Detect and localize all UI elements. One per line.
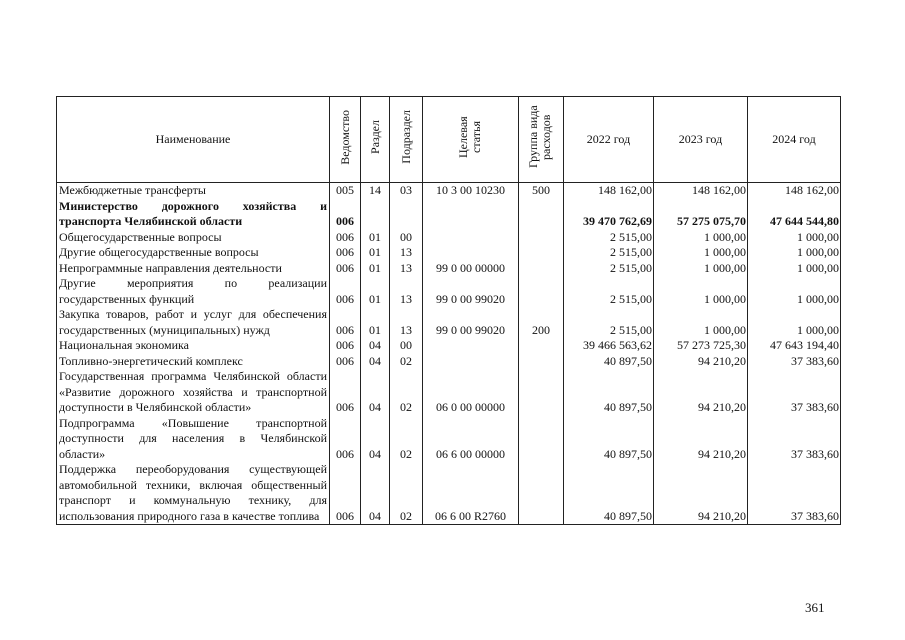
- cell-pod: 02: [390, 416, 423, 463]
- cell-y2023: 94 210,20: [654, 354, 748, 370]
- cell-name: Поддержка переоборудования существующей автомобильной техники, включая общественный транспорт и коммунальную технику, для использования природного газа в качестве топлива: [57, 462, 330, 525]
- cell-y2022: 2 515,00: [564, 261, 654, 277]
- header-name: [57, 97, 330, 183]
- cell-name: Межбюджетные трансферты: [57, 183, 330, 199]
- cell-name: Национальная экономика: [57, 338, 330, 354]
- cell-y2023: 94 210,20: [654, 369, 748, 416]
- table-row: [57, 245, 841, 261]
- header-2022: [564, 97, 654, 183]
- cell-y2024: 37 383,60: [748, 369, 841, 416]
- cell-y2024: 1 000,00: [748, 245, 841, 261]
- table-row: [57, 462, 841, 525]
- cell-raz: 04: [361, 338, 390, 354]
- cell-raz: 01: [361, 261, 390, 277]
- header-celevaya-label: Целевая статья: [455, 116, 483, 159]
- cell-pod: 13: [390, 261, 423, 277]
- header-name-label: Наименование: [155, 131, 231, 146]
- cell-raz: 04: [361, 369, 390, 416]
- table-row: [57, 230, 841, 246]
- cell-grp: [519, 276, 564, 307]
- cell-pod: 00: [390, 230, 423, 246]
- table-row: [57, 307, 841, 338]
- cell-pod: 13: [390, 276, 423, 307]
- table-row: [57, 276, 841, 307]
- cell-pod: 02: [390, 462, 423, 525]
- cell-pod: 13: [390, 245, 423, 261]
- cell-name: Другие общегосударственные вопросы: [57, 245, 330, 261]
- cell-y2022: 2 515,00: [564, 230, 654, 246]
- header-razdel: [361, 97, 390, 183]
- cell-pod: 03: [390, 183, 423, 199]
- cell-y2022: 2 515,00: [564, 276, 654, 307]
- cell-grp: [519, 338, 564, 354]
- header-2024: [748, 97, 841, 183]
- cell-ved: 006: [330, 462, 361, 525]
- cell-cel: [423, 338, 519, 354]
- table-row: [57, 369, 841, 416]
- cell-cel: 99 0 00 99020: [423, 276, 519, 307]
- cell-pod: 02: [390, 369, 423, 416]
- cell-y2023: 1 000,00: [654, 261, 748, 277]
- cell-ved: 006: [330, 354, 361, 370]
- cell-grp: 500: [519, 183, 564, 199]
- cell-raz: 01: [361, 245, 390, 261]
- table-row: [57, 261, 841, 277]
- table-row: [57, 416, 841, 463]
- cell-ved: 006: [330, 245, 361, 261]
- cell-cel: 10 3 00 10230: [423, 183, 519, 199]
- cell-ved: 006: [330, 230, 361, 246]
- cell-y2024: 1 000,00: [748, 261, 841, 277]
- cell-y2022: 39 466 563,62: [564, 338, 654, 354]
- cell-y2023: 94 210,20: [654, 462, 748, 525]
- cell-cel: 99 0 00 00000: [423, 261, 519, 277]
- cell-y2022: 2 515,00: [564, 307, 654, 338]
- cell-raz: 04: [361, 462, 390, 525]
- cell-grp: [519, 230, 564, 246]
- header-ved-label: Ведомство: [337, 109, 352, 165]
- cell-ved: 005: [330, 183, 361, 199]
- cell-cel: 06 6 00 R2760: [423, 462, 519, 525]
- cell-grp: [519, 354, 564, 370]
- table-row: [57, 199, 841, 230]
- cell-raz: 01: [361, 307, 390, 338]
- cell-cel: [423, 230, 519, 246]
- cell-y2024: 1 000,00: [748, 276, 841, 307]
- cell-y2022: 40 897,50: [564, 354, 654, 370]
- header-2023-label: 2023 год: [678, 131, 723, 146]
- cell-y2024: 37 383,60: [748, 462, 841, 525]
- cell-y2024: 1 000,00: [748, 230, 841, 246]
- cell-grp: [519, 261, 564, 277]
- cell-raz: [361, 199, 390, 230]
- cell-name: Другие мероприятия по реализации государственных функций: [57, 276, 330, 307]
- header-2023: [654, 97, 748, 183]
- cell-pod: [390, 199, 423, 230]
- cell-y2024: 47 644 544,80: [748, 199, 841, 230]
- cell-y2022: 40 897,50: [564, 462, 654, 525]
- cell-raz: 01: [361, 230, 390, 246]
- cell-grp: 200: [519, 307, 564, 338]
- cell-ved: 006: [330, 261, 361, 277]
- cell-name: Непрограммные направления деятельности: [57, 261, 330, 277]
- cell-cel: 06 6 00 00000: [423, 416, 519, 463]
- cell-cel: 99 0 00 99020: [423, 307, 519, 338]
- cell-y2024: 37 383,60: [748, 354, 841, 370]
- cell-raz: 14: [361, 183, 390, 199]
- cell-grp: [519, 416, 564, 463]
- cell-y2023: 148 162,00: [654, 183, 748, 199]
- cell-y2023: 1 000,00: [654, 245, 748, 261]
- header-podrazdel-label: Подраздел: [398, 110, 413, 165]
- cell-y2023: 57 273 725,30: [654, 338, 748, 354]
- cell-y2024: 47 643 194,40: [748, 338, 841, 354]
- cell-name: Топливно-энергетический комплекс: [57, 354, 330, 370]
- cell-y2024: 37 383,60: [748, 416, 841, 463]
- cell-name: Общегосударственные вопросы: [57, 230, 330, 246]
- cell-name: Министерство дорожного хозяйства и транспорта Челябинской области: [57, 199, 330, 230]
- cell-grp: [519, 245, 564, 261]
- table-row: [57, 354, 841, 370]
- cell-y2023: 57 275 075,70: [654, 199, 748, 230]
- cell-raz: 04: [361, 416, 390, 463]
- cell-name: Государственная программа Челябинской области «Развитие дорожного хозяйства и транспортной доступности в Челябинской области»: [57, 369, 330, 416]
- page-number: 361: [805, 600, 825, 615]
- cell-ved: 006: [330, 369, 361, 416]
- cell-cel: [423, 354, 519, 370]
- cell-grp: [519, 199, 564, 230]
- cell-y2022: 2 515,00: [564, 245, 654, 261]
- header-2024-label: 2024 год: [772, 131, 816, 146]
- cell-pod: 13: [390, 307, 423, 338]
- cell-ved: 006: [330, 416, 361, 463]
- cell-y2023: 94 210,20: [654, 416, 748, 463]
- cell-cel: 06 0 00 00000: [423, 369, 519, 416]
- cell-ved: 006: [330, 199, 361, 230]
- cell-name: Закупка товаров, работ и услуг для обеспечения государственных (муниципальных) нужд: [57, 307, 330, 338]
- cell-ved: 006: [330, 307, 361, 338]
- table-row: [57, 183, 841, 199]
- cell-y2023: 1 000,00: [654, 307, 748, 338]
- cell-y2022: 40 897,50: [564, 416, 654, 463]
- cell-y2022: 39 470 762,69: [564, 199, 654, 230]
- header-celevaya: [423, 97, 519, 183]
- header-gruppa-label: Группа вида расходов: [526, 105, 553, 169]
- cell-y2024: 1 000,00: [748, 307, 841, 338]
- header-podrazdel: [390, 97, 423, 183]
- cell-y2023: 1 000,00: [654, 230, 748, 246]
- cell-y2024: 148 162,00: [748, 183, 841, 199]
- cell-ved: 006: [330, 276, 361, 307]
- budget-table: [56, 96, 841, 525]
- cell-y2023: 1 000,00: [654, 276, 748, 307]
- cell-pod: 02: [390, 354, 423, 370]
- cell-y2022: 40 897,50: [564, 369, 654, 416]
- cell-ved: 006: [330, 338, 361, 354]
- cell-cel: [423, 245, 519, 261]
- cell-raz: 04: [361, 354, 390, 370]
- cell-grp: [519, 369, 564, 416]
- cell-name: Подпрограмма «Повышение транспортной доступности для населения в Челябинской области»: [57, 416, 330, 463]
- cell-pod: 00: [390, 338, 423, 354]
- table-header-row: [57, 97, 841, 183]
- cell-raz: 01: [361, 276, 390, 307]
- table-body: [57, 183, 841, 525]
- cell-grp: [519, 462, 564, 525]
- header-gruppa: [519, 97, 564, 183]
- table-row: [57, 338, 841, 354]
- header-ved: [330, 97, 361, 183]
- cell-cel: [423, 199, 519, 230]
- header-razdel-label: Раздел: [367, 120, 382, 155]
- cell-y2022: 148 162,00: [564, 183, 654, 199]
- header-2022-label: 2022 год: [586, 131, 631, 146]
